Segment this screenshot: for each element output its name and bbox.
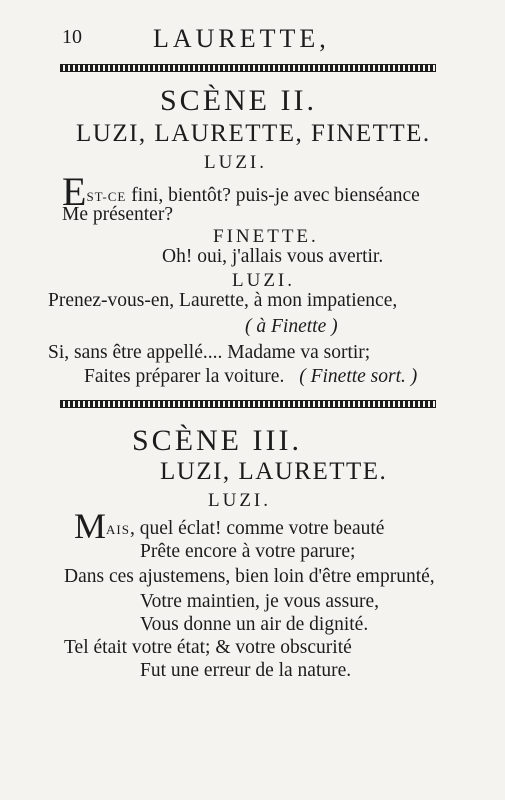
scene3-characters: LUZI, LAURETTE. <box>160 458 388 485</box>
scene3-verse-2: Prête encore à votre parure; <box>140 541 356 562</box>
scene3-title: SCÈNE III. <box>132 424 302 457</box>
scene3-verse-1 <box>74 508 384 544</box>
verse-text: fini, bientôt? puis-je avec bienséance <box>126 185 420 206</box>
scene2-title: SCÈNE II. <box>160 84 317 117</box>
scene3-verse-6: Tel était votre état; & votre obscurité <box>64 637 352 658</box>
scene2-speaker-finette: FINETTE. <box>213 226 319 247</box>
drop-cap: M <box>74 506 107 546</box>
small-caps-word: AIS <box>106 522 130 537</box>
ornamental-rule-top <box>60 64 436 72</box>
ornamental-rule-middle <box>60 400 436 408</box>
scene3-verse-5: Vous donne un air de dignité. <box>140 614 369 635</box>
page-number: 10 <box>62 26 82 48</box>
scene3-verse-7: Fut une erreur de la nature. <box>140 660 352 681</box>
scene2-speaker-luzi: LUZI. <box>204 152 268 173</box>
scene2-speaker-luzi-2: LUZI. <box>232 270 296 291</box>
scene3-verse-3: Dans ces ajustemens, bien loin d'être emprunté, <box>64 566 435 587</box>
scene3-verse-4: Votre maintien, je vous assure, <box>140 591 380 612</box>
stage-direction-a-finette: ( à Finette ) <box>245 316 338 337</box>
scene2-verse-4: Prenez-vous-en, Laurette, à mon impatience, <box>48 290 398 311</box>
running-head: LAURETTE, <box>153 24 330 53</box>
scene2-verse-6 <box>84 366 417 388</box>
stage-direction-finette-sort: ( Finette sort. ) <box>299 366 418 387</box>
scene2-verse-2: Me présenter? <box>62 204 173 225</box>
scene2-characters: LUZI, LAURETTE, FINETTE. <box>76 120 431 147</box>
verse-text: Faites préparer la voiture. <box>84 366 285 387</box>
verse-text: , quel éclat! comme votre beauté <box>129 518 385 539</box>
drop-cap: E <box>62 169 87 214</box>
small-caps-word: ST-CE <box>86 189 127 204</box>
scene2-verse-3: Oh! oui, j'allais vous avertir. <box>162 246 384 267</box>
scene3-speaker-luzi: LUZI. <box>208 490 272 511</box>
scene2-verse-5: Si, sans être appellé.... Madame va sortir; <box>48 342 371 363</box>
